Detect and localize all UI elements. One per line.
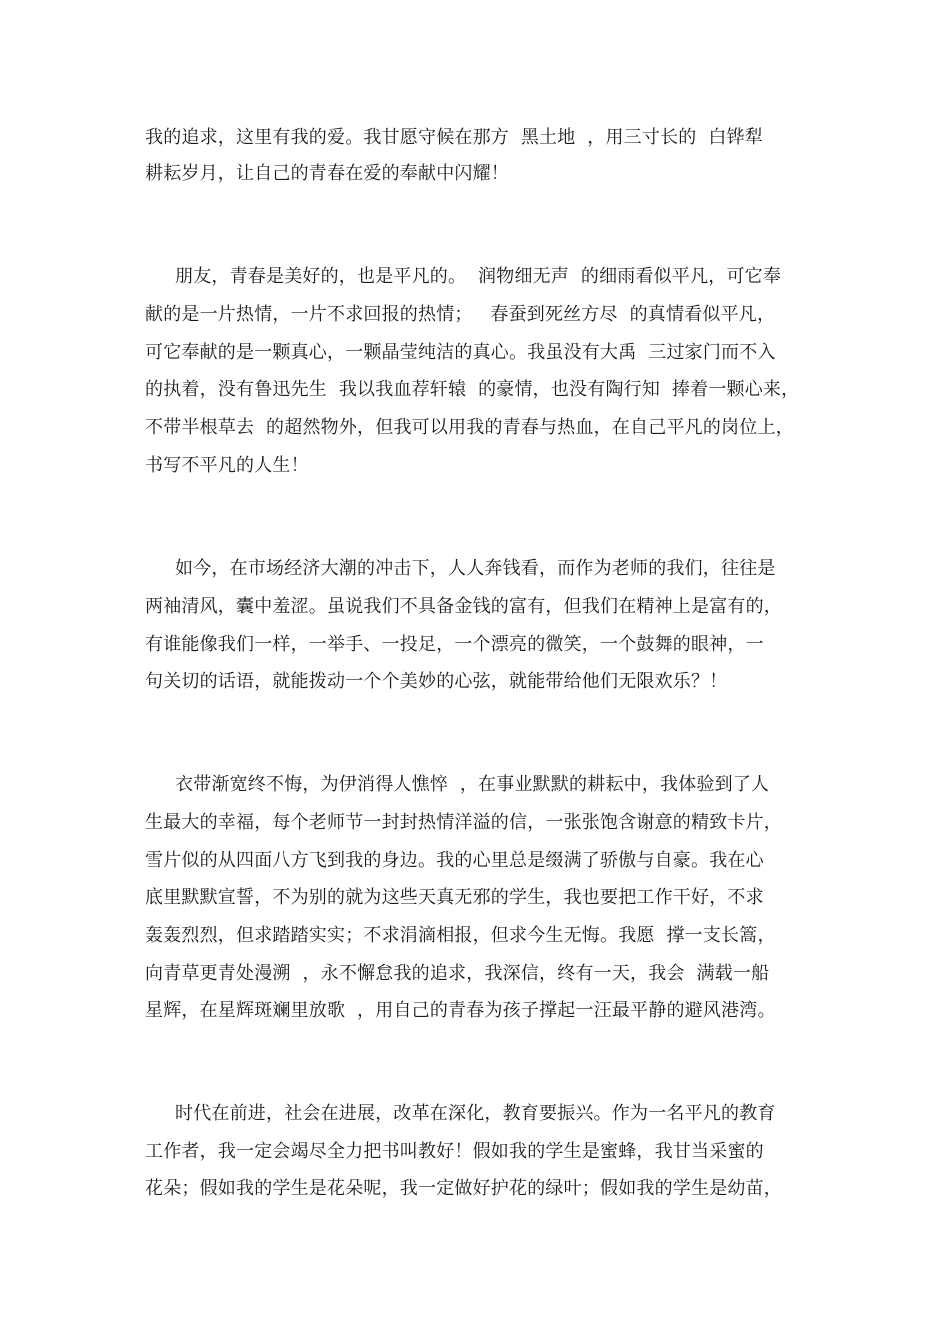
text-line: 时代在前进，社会在进展，改革在深化，教育要振兴。作为一名平凡的教育: [175, 1103, 776, 1124]
text-line: 如今，在市场经济大潮的冲击下，人人奔钱看，而作为老师的我们，往往是: [175, 558, 776, 579]
text-line: 轰轰烈烈，但求踏踏实实；不求涓滴相报，但求今生无悔。我愿 撑一支长篙，: [145, 925, 776, 946]
text-line: 的执着，没有鲁迅先生 我以我血荐轩辕 的豪情，也没有陶行知 捧着一颗心来，: [145, 379, 800, 400]
text-line: 底里默默宣誓，不为别的就为这些天真无邪的学生，我也要把工作干好，不求: [145, 887, 764, 908]
text-line: 两袖清风，囊中羞涩。虽说我们不具备金钱的富有，但我们在精神上是富有的，: [145, 596, 782, 617]
text-line: 可它奉献的是一颗真心，一颗晶莹纯洁的真心。我虽没有大禹 三过家门而不入: [145, 342, 776, 363]
text-line: 不带半根草去 的超然物外，但我可以用我的青春与热血，在自己平凡的岗位上，: [145, 417, 794, 438]
text-line: 书写不平凡的人生！: [145, 455, 309, 476]
text-line: 我的追求，这里有我的爱。我甘愿守候在那方 黑土地 ，用三寸长的 白铧犁: [145, 127, 763, 148]
text-line: 星辉，在星辉斑斓里放歌 ，用自己的青春为孩子撑起一汪最平静的避风港湾。: [145, 1000, 776, 1021]
text-line: 有谁能像我们一样，一举手、一投足，一个漂亮的微笑，一个鼓舞的眼神，一: [145, 634, 764, 655]
text-line: 句关切的话语，就能拨动一个个美妙的心弦，就能带给他们无限欢乐？！: [145, 671, 728, 692]
text-line: 耕耘岁月，让自己的青春在爱的奉献中闪耀！: [145, 163, 509, 184]
text-line: 朋友，青春是美好的，也是平凡的。 润物细无声 的细雨看似平凡，可它奉: [175, 266, 782, 287]
text-line: 献的是一片热情，一片不求回报的热情； 春蚕到死丝方尽 的真情看似平凡，: [145, 304, 776, 325]
text-line: 工作者，我一定会竭尽全力把书叫教好！假如我的学生是蜜蜂，我甘当采蜜的: [145, 1141, 764, 1162]
text-line: 衣带渐宽终不悔，为伊消得人憔悴 ，在事业默默的耕耘中，我体验到了人: [175, 774, 770, 795]
text-line: 雪片似的从四面八方飞到我的身边。我的心里总是缀满了骄傲与自豪。我在心: [145, 850, 764, 871]
text-line: 花朵；假如我的学生是花朵呢，我一定做好护花的绿叶；假如我的学生是幼苗，: [145, 1178, 782, 1199]
text-line: 向青草更青处漫溯 ，永不懈怠我的追求，我深信，终有一天，我会 满载一船: [145, 963, 770, 984]
text-line: 生最大的幸福，每个老师节一封封热情洋溢的信，一张张饱含谢意的精致卡片，: [145, 812, 782, 833]
